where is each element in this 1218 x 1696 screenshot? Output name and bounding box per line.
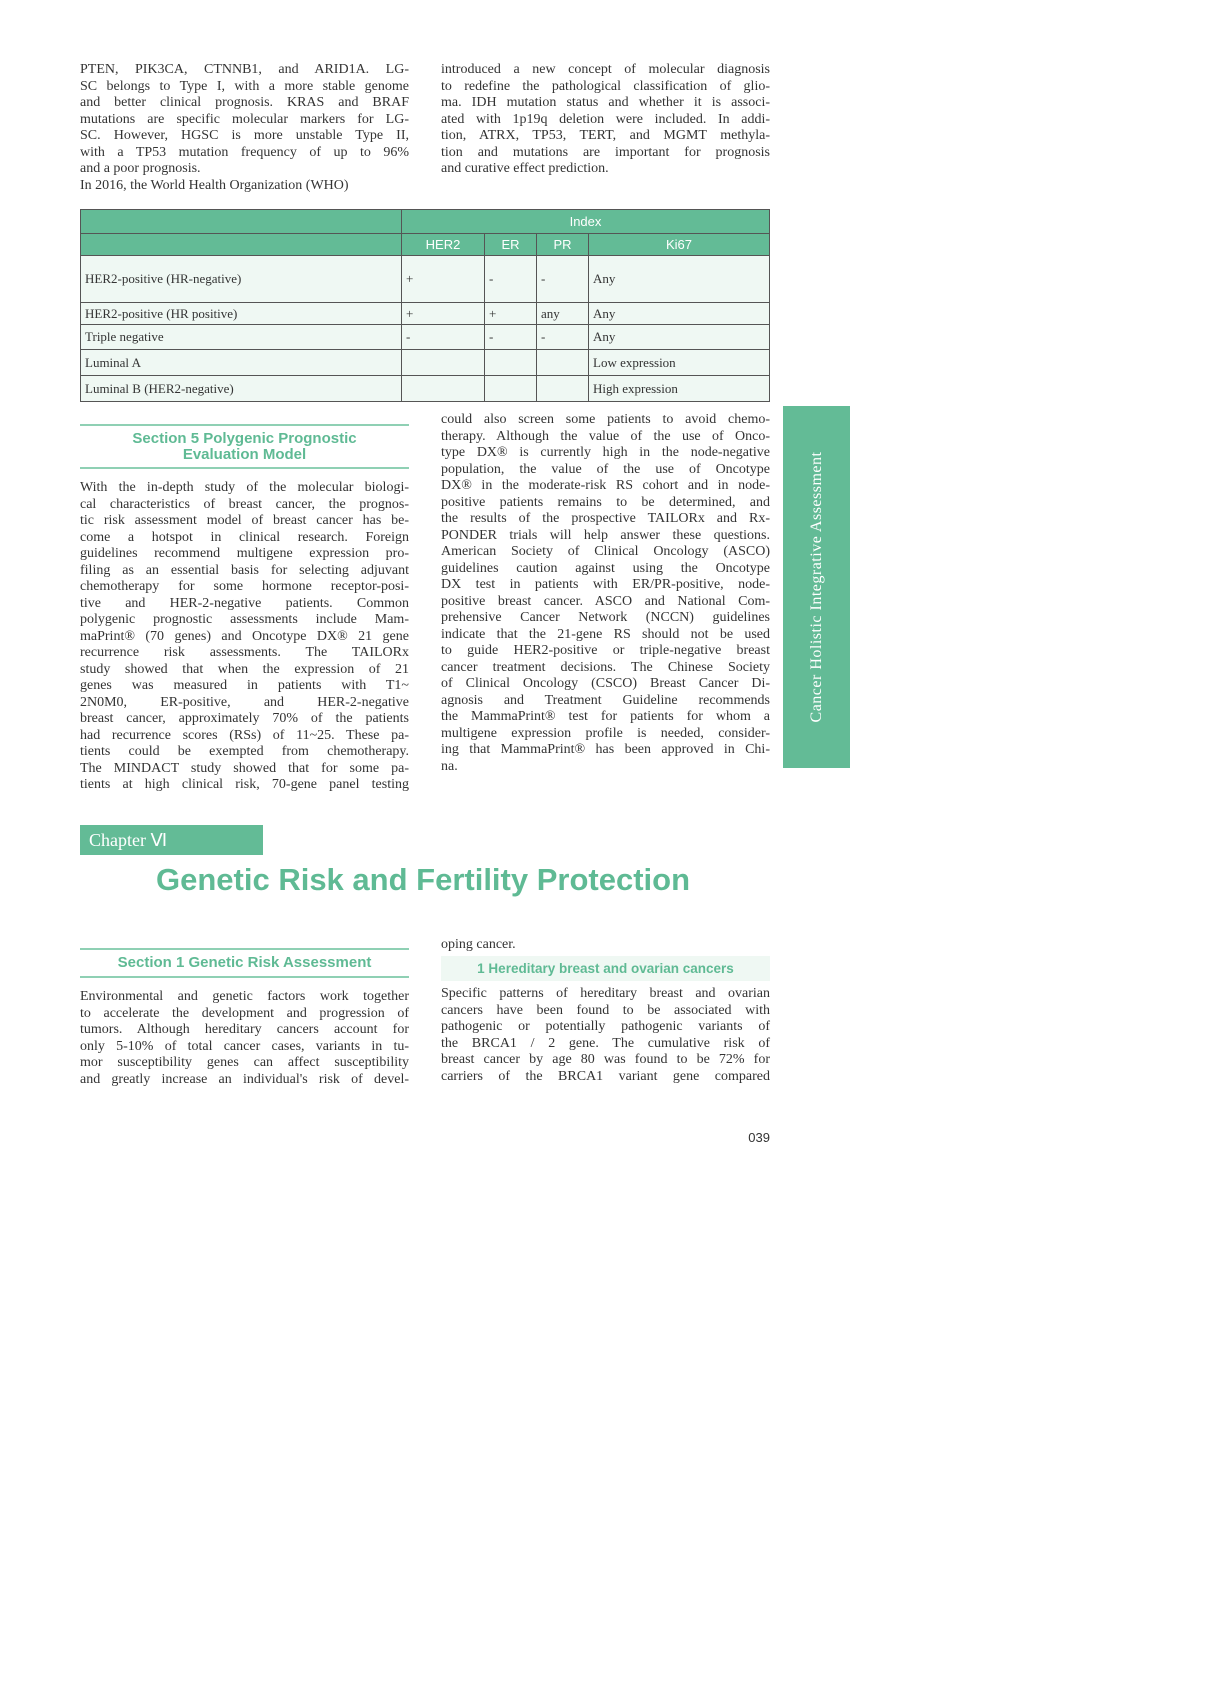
- text-bottom-right: [441, 986, 770, 1085]
- text-line: the BRCA1 / 2 gene. The cumulative risk of: [441, 1035, 770, 1051]
- text-line: to accelerate the development and progression of: [80, 1005, 409, 1021]
- table-cell: -: [537, 256, 589, 303]
- table-cell: [537, 376, 589, 402]
- text-bottom-right-top: [441, 937, 770, 954]
- text-line: genes was measured in patients with T1~: [80, 678, 409, 693]
- row-label: Triple negative: [81, 325, 402, 350]
- table-row: [81, 325, 770, 350]
- text-line: type DX® is currently high in the node-negative: [441, 445, 770, 460]
- col-header-ki67: Ki67: [589, 234, 770, 256]
- text-line: Specific patterns of hereditary breast and ovarian: [441, 986, 770, 1001]
- subsection-heading: 1 Hereditary breast and ovarian cancers: [441, 956, 770, 981]
- text-line: tients could be exempted from chemotherapy.: [80, 744, 409, 759]
- chapter-title: Genetic Risk and Fertility Protection: [156, 862, 691, 897]
- text-line: na.: [441, 758, 458, 774]
- table-group-header: Index: [402, 210, 770, 234]
- table-cell: Low expression: [589, 350, 770, 376]
- section-5-heading: [80, 424, 409, 469]
- text-line: with a TP53 mutation frequency of up to 96%: [80, 144, 409, 160]
- table-cell: [402, 350, 485, 376]
- table-corner-2: [81, 234, 402, 256]
- text-line: DX® in the moderate-risk RS cohort and in node-: [441, 478, 770, 493]
- table-corner: [81, 210, 402, 234]
- text-line: the MammaPrint® test for patients for whom a: [441, 709, 770, 724]
- text-line: carriers of the BRCA1 variant gene compared: [441, 1068, 770, 1084]
- text-line: tion and mutations are important for prognosis: [441, 144, 770, 160]
- table-cell: -: [402, 325, 485, 350]
- text-line: and better clinical prognosis. KRAS and BRAF: [80, 95, 409, 110]
- table-cell: +: [485, 303, 537, 325]
- section-1-heading: [80, 948, 409, 978]
- text-line: breast cancer by age 80 was found to be 72% for: [441, 1052, 770, 1067]
- text-line: prehensive Cancer Network (NCCN) guidelines: [441, 610, 770, 625]
- text-line: PONDER trials will help answer these questions.: [441, 527, 770, 543]
- text-line: 2N0M0, ER-positive, and HER-2-negative: [80, 694, 409, 710]
- text-line: and greatly increase an individual's risk of devel-: [80, 1071, 409, 1087]
- table-cell: [537, 350, 589, 376]
- table-cell: [485, 350, 537, 376]
- text-line: therapy. Although the value of the use of Onco-: [441, 428, 770, 444]
- text-line: the results of the prospective TAILORx and Rx-: [441, 511, 770, 526]
- text-line: With the in-depth study of the molecular biologi-: [80, 480, 409, 495]
- text-top-left: [80, 62, 409, 194]
- text-line: had recurrence scores (RSs) of 11~25. These pa-: [80, 727, 409, 743]
- page-number: 039: [748, 1130, 770, 1145]
- text-line: agnosis and Treatment Guideline recommends: [441, 692, 770, 708]
- table-cell: Any: [589, 303, 770, 325]
- text-line: polygenic prognostic assessments include Mam-: [80, 612, 409, 627]
- text-line: come a hotspot in clinical research. Foreign: [80, 529, 409, 545]
- text-line: and a poor prognosis.: [80, 161, 201, 176]
- text-line: oping cancer.: [441, 937, 516, 952]
- text-line: study showed that when the expression of 21: [80, 661, 409, 677]
- text-line: to redefine the pathological classification of glio-: [441, 78, 770, 94]
- text-line: tive and HER-2-negative patients. Common: [80, 595, 409, 611]
- row-label: HER2-positive (HR positive): [81, 303, 402, 325]
- text-line: tion, ATRX, TP53, TERT, and MGMT methyla-: [441, 128, 770, 143]
- text-top-right: [441, 62, 770, 178]
- text-line: ma. IDH mutation status and whether it is associ-: [441, 95, 770, 110]
- text-line: guidelines recommend multigene expression pro-: [80, 546, 409, 561]
- chapter-label: Chapter Ⅵ: [80, 825, 263, 855]
- col-header-er: ER: [485, 234, 537, 256]
- text-line: only 5-10% of total cancer cases, variants in tu-: [80, 1038, 409, 1054]
- table-row: [81, 376, 770, 402]
- col-header-her2: HER2: [402, 234, 485, 256]
- text-line: positive breast cancer. ASCO and National Com-: [441, 593, 770, 609]
- text-line: breast cancer, approximately 70% of the patients: [80, 711, 409, 726]
- table-cell: Any: [589, 256, 770, 303]
- text-line: positive patients remains to be determined, and: [441, 494, 770, 510]
- text-line: DX test in patients with ER/PR-positive, node-: [441, 577, 770, 592]
- text-mid-right: [441, 412, 770, 775]
- text-bottom-left: [80, 989, 409, 1088]
- table-cell: High expression: [589, 376, 770, 402]
- table-cell: any: [537, 303, 589, 325]
- text-line: multigene expression profile is needed, consider-: [441, 725, 770, 741]
- text-line: PTEN, PIK3CA, CTNNB1, and ARID1A. LG-: [80, 62, 409, 77]
- text-line: recurrence risk assessments. The TAILORx: [80, 645, 409, 660]
- text-line: filing as an essential basis for selecting adjuvant: [80, 562, 409, 578]
- section-5-title-line1: Section 5 Polygenic Prognostic: [132, 429, 357, 447]
- table-cell: Any: [589, 325, 770, 350]
- side-tab: [783, 406, 850, 768]
- table-cell: +: [402, 303, 485, 325]
- text-line: cancer treatment decisions. The Chinese Society: [441, 659, 770, 675]
- text-line: mutations are specific molecular markers for LG-: [80, 111, 409, 127]
- text-line: mor susceptibility genes can affect susceptibility: [80, 1055, 409, 1070]
- table-cell: [485, 376, 537, 402]
- text-line: chemotherapy for some hormone receptor-posi-: [80, 579, 409, 594]
- text-line: to guide HER2-positive or triple-negative breast: [441, 643, 770, 658]
- table-row: [81, 256, 770, 303]
- table-row: [81, 350, 770, 376]
- text-line: tients at high clinical risk, 70-gene panel testing: [80, 777, 409, 792]
- text-line: tic risk assessment model of breast cancer has be-: [80, 513, 409, 528]
- text-line: The MINDACT study showed that for some pa-: [80, 760, 409, 776]
- text-line: indicate that the 21-gene RS should not be used: [441, 626, 770, 642]
- text-line: tumors. Although hereditary cancers account for: [80, 1022, 409, 1037]
- text-line: could also screen some patients to avoid chemo-: [441, 412, 770, 427]
- text-line: SC belongs to Type I, with a more stable genome: [80, 78, 409, 94]
- text-line: population, the value of the use of Oncotype: [441, 461, 770, 477]
- row-label: Luminal B (HER2-negative): [81, 376, 402, 402]
- table-row: [81, 303, 770, 325]
- table-cell: -: [485, 256, 537, 303]
- row-label: Luminal A: [81, 350, 402, 376]
- section-1-title: Section 1 Genetic Risk Assessment: [117, 954, 372, 971]
- section-5-title-line2: Evaluation Model: [182, 445, 307, 463]
- text-line: of Clinical Oncology (CSCO) Breast Cancer Di-: [441, 676, 770, 691]
- text-line: introduced a new concept of molecular diagnosis: [441, 62, 770, 77]
- col-header-pr: PR: [537, 234, 589, 256]
- text-line: cal characteristics of breast cancer, the prognos-: [80, 496, 409, 512]
- side-tab-label: Cancer Holistic Integrative Assessment: [807, 451, 825, 723]
- table-cell: -: [485, 325, 537, 350]
- table-cell: -: [537, 325, 589, 350]
- breast-cancer-subtype-table: [80, 209, 770, 402]
- text-line: cancers have been found to be associated with: [441, 1002, 770, 1018]
- text-line: ated with 1p19q deletion were included. In addi-: [441, 111, 770, 127]
- text-line: ing that MammaPrint® has been approved in Chi-: [441, 742, 770, 757]
- row-label: HER2-positive (HR-negative): [81, 256, 402, 303]
- table-cell: [402, 376, 485, 402]
- text-line: Environmental and genetic factors work together: [80, 989, 409, 1004]
- text-line: and curative effect prediction.: [441, 161, 609, 176]
- text-line: American Society of Clinical Oncology (ASCO): [441, 544, 770, 559]
- text-line: SC. However, HGSC is more unstable Type II,: [80, 128, 409, 143]
- text-mid-left: [80, 480, 409, 794]
- text-line: guidelines caution against using the Oncotype: [441, 560, 770, 576]
- text-line: In 2016, the World Health Organization (WHO): [80, 177, 349, 193]
- text-line: pathogenic or potentially pathogenic variants of: [441, 1019, 770, 1034]
- text-line: maPrint® (70 genes) and Oncotype DX® 21 gene: [80, 628, 409, 644]
- table-cell: +: [402, 256, 485, 303]
